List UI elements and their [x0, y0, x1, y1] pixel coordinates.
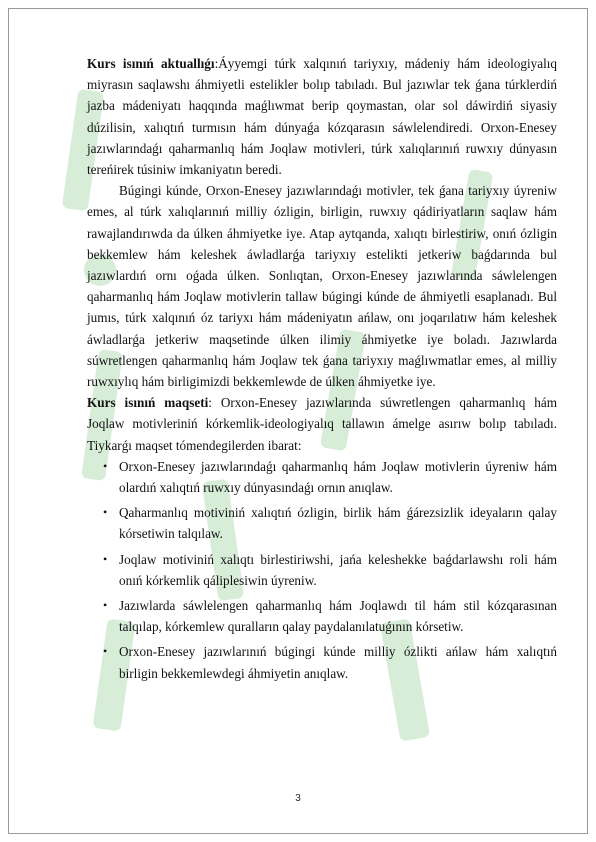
list-item — [87, 641, 557, 683]
list-item — [87, 456, 557, 498]
goal-text: : Orxon-Enesey jazıwlarında súwretlengen qaharmanlıq hám Joqlaw motivleriniń kórkemlik-ideologiyalıq tallawın ámelge asırıw bolıp tabıladı. Tiykarǵı maqset tómendegilerden ibarat: — [87, 395, 557, 453]
document-body — [87, 53, 557, 688]
list-item-text: Joqlaw motiviniń xalıqtı birlestiriwshi, jańa keleshekke baǵdarlawshı roli hám onıń kórkemlik qáliplesiwin úyreniw. — [119, 551, 557, 588]
relevance-paragraph: Búgingi kúnde, Orxon-Enesey jazıwlarındaǵı motivler, tek ǵana tariyxıy úyreniw emes, al túrk xalıqlarınıń milliy ózligin, birligin, ruwxıy qádiriyatların saqlaw hám rawajlandırıwda da úlken áhmiyetke iye. Atap aytqanda, xalıqtı birlestiriw, onıń ózligin bekkemlew hám keleshek áwladlarǵa tariyxıy estelikti jetkeriw baǵdarında bul jazıwlardıń ornı oǵada úlken. Sonlıqtan, Orxon-Enesey jazıwlarında sáwlelengen qaharmanlıq hám Joqlaw motivlerin tallaw búgingi kúnde de áhmiyetli esaplanadı. Bul jumıs, túrk xalqınıń óz tariyxı hám mádeniyatın ańlaw, onı joqarılatıw hám keleshek áwladlarǵa jetkeriw maqsetinde úlken ilimiy áhmiyetke iye boladı. Jazıwlarda súwretlengen qaharmanlıq hám Joqlaw tek ǵana tariyxıy maǵlıwmatlar emes, al milliy ruwxıylıq hám birligimizdi bekkemlewde de úlken áhmiyetke iye. — [87, 183, 557, 390]
goal-heading: Kurs isınıń maqseti — [87, 395, 209, 411]
list-item — [87, 595, 557, 637]
goal-list — [87, 456, 557, 684]
goal-paragraph — [87, 392, 557, 456]
page-number: 3 — [295, 793, 301, 804]
list-item — [87, 502, 557, 544]
bullet-icon: • — [103, 644, 108, 659]
list-item-text: Jazıwlarda sáwlelengen qaharmanlıq hám Joqlawdı til hám stil kózqarasınan talqılap, kórkemlew quralların qalay paydalanılatuǵının kórsetiw. — [119, 598, 557, 635]
intro-heading: Kurs isınıń aktuallıǵı — [87, 56, 215, 71]
bullet-icon: • — [103, 551, 108, 566]
bullet-icon: • — [103, 505, 108, 520]
list-item-text: Qaharmanlıq motiviniń xalıqtıń ózligin, birlik hám ǵárezsizlik ideyaların qalay kórsetiwin talqılaw. — [119, 505, 557, 542]
list-item — [87, 549, 557, 591]
intro-paragraph — [87, 53, 557, 180]
list-item-text: Orxon-Enesey jazıwlarındaǵı qaharmanlıq hám Joqlaw motivlerin úyreniw hám olardıń xalıqtıń ruwxıy dúnyasındaǵı ornın anıqlaw. — [119, 458, 557, 496]
bullet-icon: • — [103, 598, 108, 613]
intro-text: :Áyyemgi túrk xalqınıń tariyxıy, mádeniy hám ideologiyalıq miyrasın saqlawshı áhmiyetli estelikler bolıp tabıladı. Bul jazıwlar tek ǵana túrklerdiń jazba mádeniyatı haqqında maǵlıwmat berip qoymastan, olar sol dáwirdiń siyasiy dúzilisin, xalıqtıń turmısın hám dúnyaǵa kózqarasın sáwlelendiredi. Orxon-Enesey jazıwlarındaǵı qaharmanlıq hám Joqlaw motivleri, túrk xalıqlarınıń ruwxıy dúnyasın tereńirek túsiniw imkaniyatın beredi. — [87, 56, 557, 178]
bullet-icon: • — [103, 458, 108, 473]
list-item-text: Orxon-Enesey jazıwlarınıń búgingi kúnde milliy ózlikti ańlaw hám xalıqtıń birligin bekkemlewdegi áhmiyetin anıqlaw. — [119, 644, 557, 681]
